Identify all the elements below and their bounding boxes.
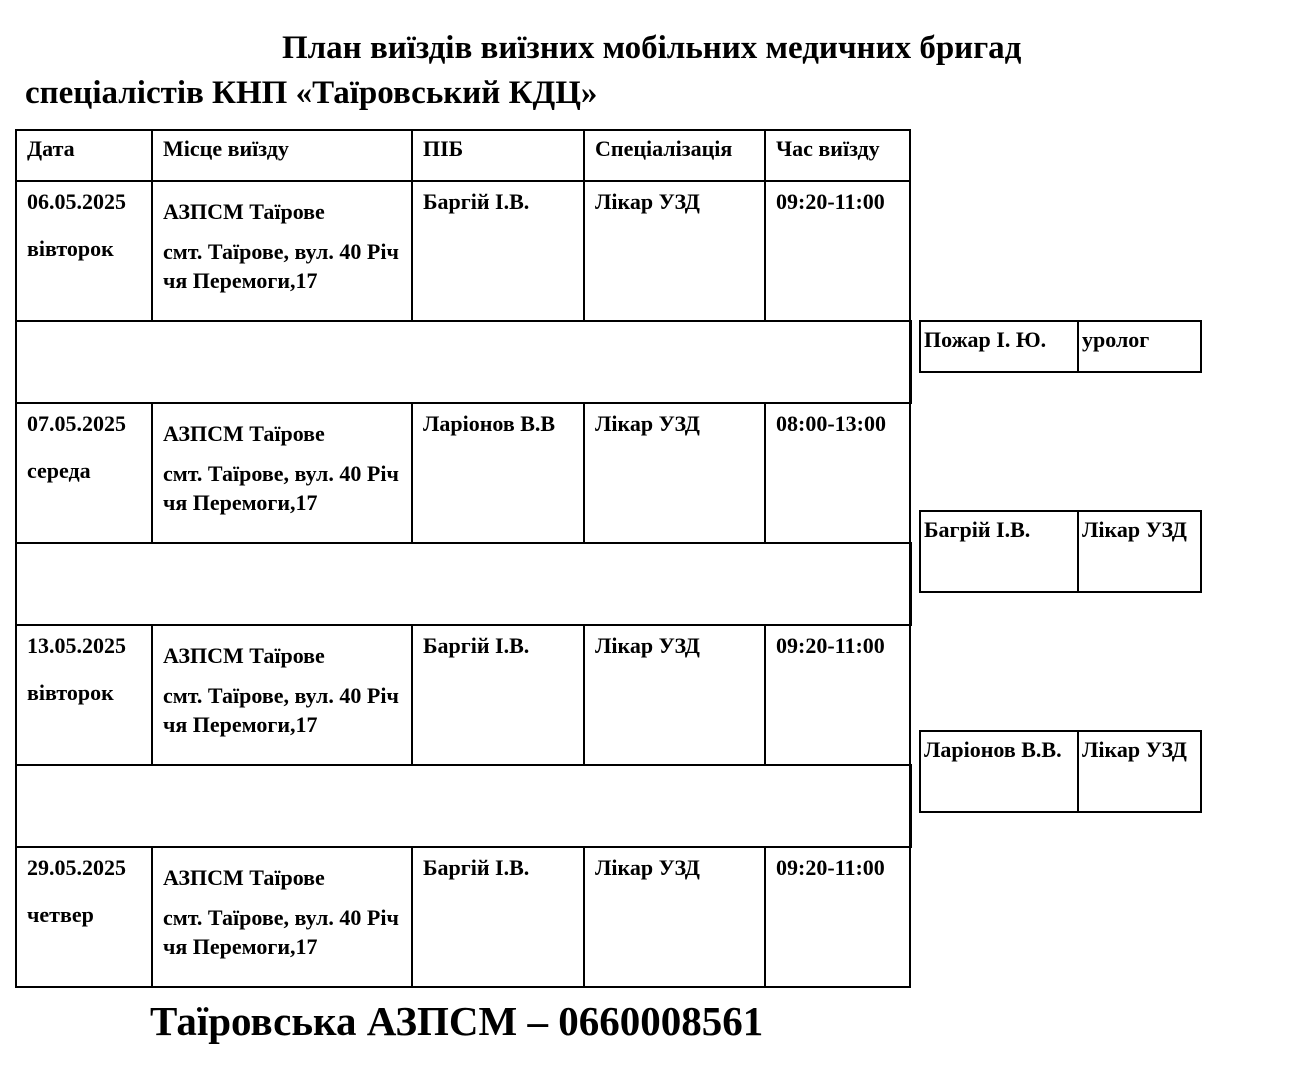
place-title: АЗПСМ Таїрове (163, 643, 325, 668)
table-header-row (16, 130, 910, 181)
place-cell (152, 181, 412, 321)
date-cell (16, 625, 152, 765)
place-address: смт. Таїрове, вул. 40 Річчя Перемоги,17 (163, 239, 399, 293)
time-cell: 09:20-11:00 (765, 847, 910, 987)
place-address: смт. Таїрове, вул. 40 Річчя Перемоги,17 (163, 683, 399, 737)
place-address: смт. Таїрове, вул. 40 Річчя Перемоги,17 (163, 905, 399, 959)
place-title: АЗПСМ Таїрове (163, 199, 325, 224)
side-entry-specialization: Лікар УЗД (1078, 731, 1201, 812)
side-entry-row (920, 511, 1201, 592)
table-row (16, 181, 910, 321)
side-entry-name: Багрій І.В. (920, 511, 1078, 592)
date-cell (16, 847, 152, 987)
table-row (16, 847, 910, 987)
table-row (16, 625, 910, 765)
specialization-cell: Лікар УЗД (584, 625, 765, 765)
table-spacer-row (16, 765, 910, 847)
schedule-table (15, 129, 912, 988)
name-cell: Баргій І.В. (412, 181, 584, 321)
weekday-value: четвер (27, 902, 94, 927)
date-value: 07.05.2025 (27, 411, 126, 436)
weekday-value: вівторок (27, 236, 114, 261)
side-entry-table (919, 320, 1202, 373)
side-entry-name: Ларіонов В.В. (920, 731, 1078, 812)
specialization-cell: Лікар УЗД (584, 847, 765, 987)
header-time: Час виїзду (765, 130, 910, 181)
header-date: Дата (16, 130, 152, 181)
spacer-cell (16, 543, 910, 625)
place-cell (152, 625, 412, 765)
side-entry-table (919, 510, 1202, 593)
date-cell (16, 403, 152, 543)
time-cell: 09:20-11:00 (765, 181, 910, 321)
side-entry-specialization: уролог (1078, 321, 1201, 372)
side-entry-table (919, 730, 1202, 813)
name-cell: Баргій І.В. (412, 847, 584, 987)
weekday-value: вівторок (27, 680, 114, 705)
date-value: 06.05.2025 (27, 189, 126, 214)
place-title: АЗПСМ Таїрове (163, 421, 325, 446)
document-title-line-2: спеціалістів КНП «Таїровський КДЦ» (25, 75, 598, 111)
place-cell (152, 403, 412, 543)
place-cell (152, 847, 412, 987)
time-cell: 08:00-13:00 (765, 403, 910, 543)
side-entry-row (920, 731, 1201, 812)
date-cell (16, 181, 152, 321)
header-specialization: Спеціалізація (584, 130, 765, 181)
time-cell: 09:20-11:00 (765, 625, 910, 765)
side-entry-name: Пожар І. Ю. (920, 321, 1078, 372)
place-title: АЗПСМ Таїрове (163, 865, 325, 890)
spacer-cell (16, 321, 910, 403)
side-entry-row (920, 321, 1201, 372)
side-entry-specialization: Лікар УЗД (1078, 511, 1201, 592)
header-place: Місце виїзду (152, 130, 412, 181)
name-cell: Ларіонов В.В (412, 403, 584, 543)
specialization-cell: Лікар УЗД (584, 403, 765, 543)
spacer-cell (16, 765, 910, 847)
table-row (16, 403, 910, 543)
weekday-value: середа (27, 458, 91, 483)
table-spacer-row (16, 543, 910, 625)
specialization-cell: Лікар УЗД (584, 181, 765, 321)
table-spacer-row (16, 321, 910, 403)
document-title-line-1: План виїздів виїзних мобільних медичних бригад (282, 30, 1022, 66)
date-value: 13.05.2025 (27, 633, 126, 658)
header-name: ПІБ (412, 130, 584, 181)
footer-contact: Таїровська АЗПСМ – 0660008561 (150, 998, 764, 1044)
name-cell: Баргій І.В. (412, 625, 584, 765)
date-value: 29.05.2025 (27, 855, 126, 880)
place-address: смт. Таїрове, вул. 40 Річчя Перемоги,17 (163, 461, 399, 515)
